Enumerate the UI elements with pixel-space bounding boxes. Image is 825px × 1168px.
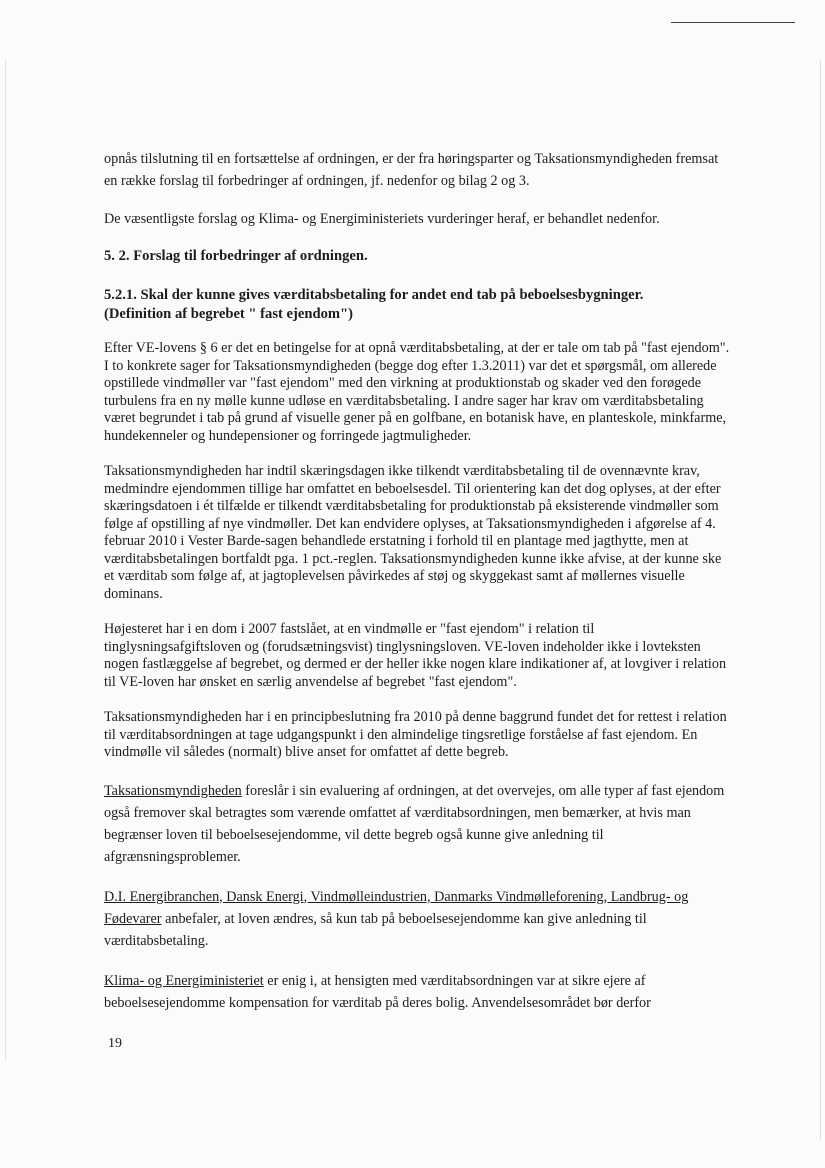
paragraph-industry xyxy=(104,886,730,952)
paragraph-taksation-proposal xyxy=(104,780,730,868)
paragraph-hojesteret: Højesteret har i en dom i 2007 fastslået, at en vindmølle er "fast ejendom" i relation til tinglysningsafgiftsloven og (forudsætningsvist) tinglysningsloven. VE-loven indeholder ikke i lovteksten nogen fastlæggelse af begrebet, og dermed er der heller ikke nogen klare indikationer af, at lovgiver i relation til VE-loven har ønsket en særlig anvendelse af begrebet "fast ejendom". xyxy=(104,621,727,690)
paragraph-ve-law: Efter VE-lovens § 6 er det en betingelse for at opnå værditabsbetaling, at der er tale om tab på "fast ejendom". I to konkrete sager for Taksationsmyndigheden (begge dog efter 1.3.2011) var det et spørgsmål, om allerede opstillede vindmøller var "fast ejendom" med den virkning at produktionstab og skader ved den forøgede turbulens fra en ny mølle kunne udløse en værditabsbetaling. I andre sager har krav om værditabsbetaling været begrundet i tab på grund af visuelle gener på en golfbane, en botanisk have, en planteskole, minkfarme, hundekenneler og hundepensioner og forringede jagtmuligheder. xyxy=(104,340,730,444)
paragraph-taksation: Taksationsmyndigheden har indtil skæringsdagen ikke tilkendt værditabsbetaling til de ovennævnte krav, medmindre ejendommen tillige har omfattet en beboelsesdel. Til orientering kan det dog oplyses, at der efter skæringsdatoen i ét tilfælde er tilkendt værditabsbetaling for produktionstab på eksisterende vindmøller som følge af opstilling af nye vindmøller. Det kan endvidere oplyses, at Taksationsmyndigheden i afgørelse af 4. februar 2010 i Vester Barde-sagen behandlede erstatning i forhold til en plantage med jagthytte, men at værditabsbetalingen bortfaldt pga. 1 pct.-reglen. Taksationsmyndigheden kunne ikke afvise, at der kunne ske et værditab som følge af, at jagtoplevelsen påvirkedes af støj og skyggekast samt af møllernes visuelle dominans. xyxy=(104,463,722,602)
paragraph-industry-text: anbefaler, at loven ændres, så kun tab på beboelsesejendomme kan give anledning til værditabsbetaling. xyxy=(104,910,647,949)
document-page xyxy=(104,148,730,1032)
scan-edge-left xyxy=(5,60,6,1060)
paragraph-taksation-proposal-text: foreslår i sin evaluering af ordningen, at det overvejes, om alle typer af fast ejendom også fremover skal betragtes som værende omfattet af værditabsordningen, men bemærker, at hvis man begrænser loven til beboelsesejendomme, vil dette begreb også kunne give anledning til afgrænsningsproblemer. xyxy=(104,782,725,865)
paragraph-ministry xyxy=(104,970,730,1014)
paragraph-summary: De væsentligste forslag og Klima- og Energiministeriets vurderinger heraf, er behandlet nedenfor. xyxy=(104,211,660,227)
subsection-heading xyxy=(104,286,730,324)
subsection-heading-line2: (Definition af begrebet " fast ejendom") xyxy=(104,306,353,322)
subsection-heading-line1: 5.2.1. Skal der kunne gives værditabsbetaling for andet end tab på beboelsesbygninger. xyxy=(104,287,644,303)
section-heading: 5. 2. Forslag til forbedringer af ordningen. xyxy=(104,247,368,264)
stakeholder-ministry: Klima- og Energiministeriet xyxy=(104,972,264,989)
scan-artifact-line xyxy=(671,22,795,23)
stakeholder-taksationsmyndigheden: Taksationsmyndigheden xyxy=(104,782,242,799)
paragraph-intro: opnås tilslutning til en fortsættelse af ordningen, er der fra høringsparter og Taksationsmyndigheden fremsat en række forslag til forbedringer af ordningen, jf. nedenfor og bilag 2 og 3. xyxy=(104,151,719,189)
paragraph-ministry-text: er enig i, at hensigten med værditabsordningen var at sikre ejere af beboelsesejendomme kompensation for værditab på deres bolig. Anvendelsesområdet bør derfor xyxy=(104,972,651,1011)
paragraph-principbeslutning: Taksationsmyndigheden har i en principbeslutning fra 2010 på denne baggrund fundet det for rettest i relation til værditabsordningen at tage udgangspunkt i den almindelige tingsretlige forståelse af fast ejendom. En vindmølle vil således (normalt) blive anset for omfattet af dette begreb. xyxy=(104,709,727,760)
stakeholder-industry: D.I. Energibranchen, Dansk Energi, Vindmølleindustrien, Danmarks Vindmølleforening, Landbrug- og Fødevarer xyxy=(104,888,689,927)
scan-edge-right xyxy=(820,60,821,1140)
page-number: 19 xyxy=(108,1036,122,1051)
